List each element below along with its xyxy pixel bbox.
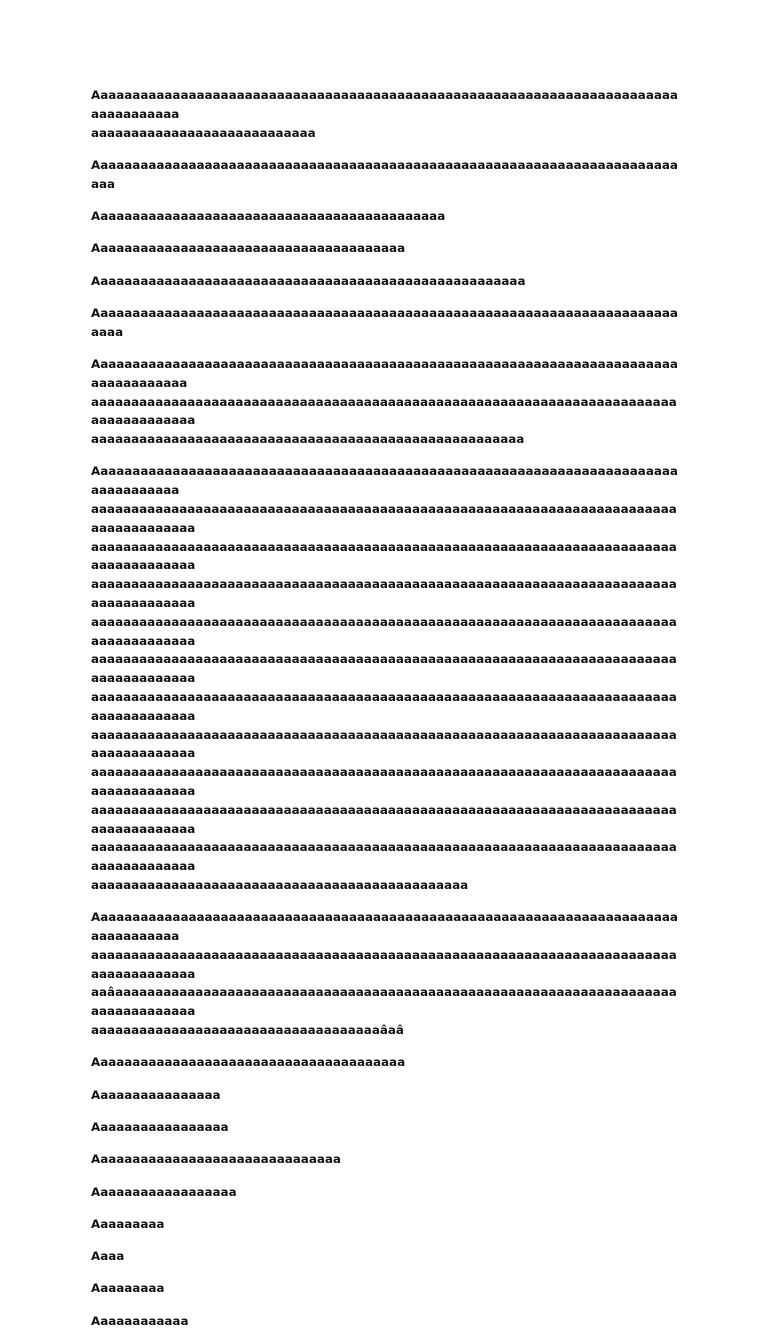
paragraph: Aaaaaaaaaaaaaaaaaaaaaaaaaaaaaaaaaaaaaaa [91,241,406,256]
paragraph: Aaaaaaaaaaaaaaaaaaaaaaaaaaaaaaa [91,1152,341,1167]
paragraph: Aaaaaaaaaaaaaaaaaaaaaaaaaaaaaaaaaaaaaaaaaaaaaaaaaaaaaaaaaaaaaaaaaaaaaaaaaaaaaaaaaaaa aaaaaaaaaaaaaaaaaaaaaaaaaaaaaaaaaaaaaaaaaaaaaaaaaaaaaaaaaaaaaaaaaaaaaaaaaaaaaaaaaaaaaa aaâaaaaaaaaaaaaaaaaaaaaaaaaaaaaaaaaaaaaaaaaaaaaaaaaaaaaaaaaaaaaaaaaaaaaaaaaaaaaaaaaaaa aaaaaaaaaaaaaaaaaaaaaaaaaaaaaaaaaaaaâaâ [91,910,678,1038]
document-body [91,86,681,1344]
paragraph: Aaaaaaaaaaaaaaaaaaaaaaaaaaaaaaaaaaaaaaaaaaaaaaaaaaaaaaaaaaaaaaaaaaaaaaaaaaaa [91,157,678,191]
paragraph: Aaaa [91,1249,125,1264]
paragraph: Aaaaaaaaaaaaaaaa [91,1087,221,1102]
paragraph: Aaaaaaaaaaaaaaaaaa [91,1184,237,1199]
paragraph: Aaaaaaaaaaaaaaaaa [91,1119,229,1134]
paragraph: Aaaaaaaaaaaaaaaaaaaaaaaaaaaaaaaaaaaaaaaaaaaaaaaaaaaaaa [91,273,526,288]
paragraph: Aaaaaaaaaaaaaaaaaaaaaaaaaaaaaaaaaaaaaaaaaaaaaaaaaaaaaaaaaaaaaaaaaaaaaaaaaaaaaaaaaaaa aaaaaaaaaaaaaaaaaaaaaaaaaaaaaaaaaaaaaaaaaaaaaaaaaaaaaaaaaaaaaaaaaaaaaaaaaaaaaaaaaaaaaa aaaaaaaaaaaaaaaaaaaaaaaaaaaaaaaaaaaaaaaaaaaaaaaaaaaaaaaaaaaaaaaaaaaaaaaaaaaaaaaaaaaaaa aaaaaaaaaaaaaaaaaaaaaaaaaaaaaaaaaaaaaaaaaaaaaaaaaaaaaaaaaaaaaaaaaaaaaaaaaaaaaaaaaaaaaa aaaaaaaaaaaaaaaaaaaaaaaaaaaaaaaaaaaaaaaaaaaaaaaaaaaaaaaaaaaaaaaaaaaaaaaaaaaaaaaaaaaaaa aaaaaaaaaaaaaaaaaaaaaaaaaaaaaaaaaaaaaaaaaaaaaaaaaaaaaaaaaaaaaaaaaaaaaaaaaaaaaaaaaaaaaa aaaaaaaaaaaaaaaaaaaaaaaaaaaaaaaaaaaaaaaaaaaaaaaaaaaaaaaaaaaaaaaaaaaaaaaaaaaaaaaaaaaaaa aaaaaaaaaaaaaaaaaaaaaaaaaaaaaaaaaaaaaaaaaaaaaaaaaaaaaaaaaaaaaaaaaaaaaaaaaaaaaaaaaaaaaa aaaaaaaaaaaaaaaaaaaaaaaaaaaaaaaaaaaaaaaaaaaaaaaaaaaaaaaaaaaaaaaaaaaaaaaaaaaaaaaaaaaaaa aaaaaaaaaaaaaaaaaaaaaaaaaaaaaaaaaaaaaaaaaaaaaaaaaaaaaaaaaaaaaaaaaaaaaaaaaaaaaaaaaaaaaa aaaaaaaaaaaaaaaaaaaaaaaaaaaaaaaaaaaaaaaaaaaaaaaaaaaaaaaaaaaaaaaaaaaaaaaaaaaaaaaaaaaaaa aaaaaaaaaaaaaaaaaaaaaaaaaaaaaaaaaaaaaaaaaaaaaaa [91,464,678,892]
paragraph: Aaaaaaaaaaaaaaaaaaaaaaaaaaaaaaaaaaaaaaaaaaaaaaaaaaaaaaaaaaaaaaaaaaaaaaaaaaaaaaaaaaaa aaaaaaaaaaaaaaaaaaaaaaaaaaaa [91,88,678,140]
paragraph: Aaaaaaaaaaaaaaaaaaaaaaaaaaaaaaaaaaaaaaa [91,1055,406,1070]
paragraph: Aaaaaaaaa [91,1216,165,1231]
paragraph: Aaaaaaaaaaaaaaaaaaaaaaaaaaaaaaaaaaaaaaaaaaaaaaaaaaaaaaaaaaaaaaaaaaaaaaaaaaaaaaaaaaaaa aaaaaaaaaaaaaaaaaaaaaaaaaaaaaaaaaaaaaaaaaaaaaaaaaaaaaaaaaaaaaaaaaaaaaaaaaaaaaaaaaaaaaa aaaaaaaaaaaaaaaaaaaaaaaaaaaaaaaaaaaaaaaaaaaaaaaaaaaaaa [91,356,678,447]
paragraph: Aaaaaaaaaaaaaaaaaaaaaaaaaaaaaaaaaaaaaaaaaaaa [91,208,446,223]
paragraph: Aaaaaaaaa [91,1281,165,1296]
paragraph: Aaaaaaaaaaaaaaaaaaaaaaaaaaaaaaaaaaaaaaaaaaaaaaaaaaaaaaaaaaaaaaaaaaaaaaaaaaaaa [91,305,678,339]
paragraph: Aaaaaaaaaaaa [91,1313,189,1328]
